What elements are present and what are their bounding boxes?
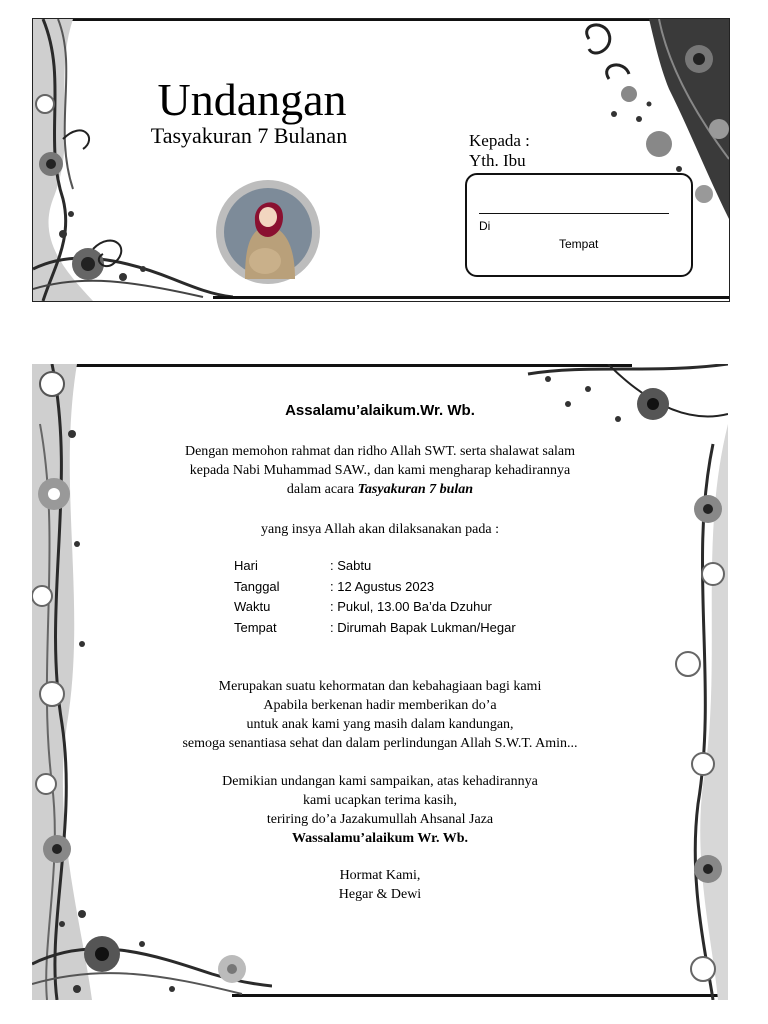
bottom-left-floral-ornament-icon	[32, 894, 272, 1000]
announce-line: yang insya Allah akan dilaksanakan pada :	[261, 522, 499, 537]
signature-block	[32, 866, 728, 904]
envelope-subtitle: Tasyakuran 7 Bulanan	[150, 123, 348, 148]
closing-salam: Wassalamu’alaikum Wr. Wb.	[291, 831, 469, 846]
detail-label: Hari	[234, 558, 258, 573]
letter-card	[32, 364, 728, 1000]
detail-value: : Dirumah Bapak Lukman/Hegar	[330, 619, 516, 635]
honor-line: Apabila berkenan hadir memberikan do’a	[263, 698, 497, 713]
detail-label: Waktu	[234, 599, 271, 614]
closing-line: Demikian undangan kami sampaikan, atas kehadirannya	[222, 774, 538, 789]
closing-paragraph	[32, 772, 728, 848]
envelope-card	[32, 18, 730, 302]
intro-line-3-prefix: dalam acara	[286, 482, 358, 497]
recipient-label	[469, 131, 530, 171]
recipient-prefix: Yth. Ibu	[469, 151, 526, 170]
detail-row-waktu	[234, 597, 516, 618]
intro-paragraph	[32, 442, 728, 499]
detail-row-tanggal	[234, 577, 516, 598]
recipient-name-line[interactable]	[479, 213, 669, 214]
detail-value: : Sabtu	[330, 558, 372, 573]
closing-line: teriring do’a Jazakumullah Ahsanal Jaza	[266, 812, 494, 827]
envelope-bottom-border	[213, 296, 729, 299]
detail-row-tempat	[234, 618, 516, 639]
intro-line-2: kepada Nabi Muhammad SAW., dan kami mengharap kehadirannya	[189, 463, 571, 478]
detail-value: : 12 Agustus 2023	[330, 578, 435, 594]
detail-label: Tempat	[234, 619, 277, 635]
honor-paragraph	[32, 677, 728, 753]
intro-line-3	[32, 480, 728, 499]
event-name: Tasyakuran 7 bulan	[357, 482, 474, 497]
honor-line: untuk anak kami yang masih dalam kandungan,	[246, 717, 514, 732]
event-details	[234, 556, 516, 638]
detail-label: Tanggal	[234, 578, 280, 594]
signoff: Hormat Kami,	[339, 868, 421, 883]
address-di-label: Di	[479, 219, 491, 233]
address-tempat-label: Tempat	[559, 237, 599, 251]
greeting: Assalamu’alaikum.Wr. Wb.	[285, 402, 475, 419]
left-floral-ornament-icon	[33, 19, 233, 301]
signatories: Hegar & Dewi	[338, 887, 422, 902]
honor-line: Merupakan suatu kehormatan dan kebahagiaan bagi kami	[218, 679, 542, 694]
honor-line: semoga senantiasa sehat dan dalam perlindungan Allah S.W.T. Amin...	[182, 736, 578, 751]
kepada-label: Kepada :	[469, 131, 530, 150]
closing-line: kami ucapkan terima kasih,	[303, 793, 457, 808]
detail-value: : Pukul, 13.00 Ba’da Dzuhur	[330, 599, 492, 614]
detail-row-hari	[234, 556, 516, 577]
pregnant-woman-hijab-icon	[215, 179, 321, 285]
intro-line-1: Dengan memohon rahmat dan ridho Allah SWT. serta shalawat salam	[184, 444, 576, 459]
address-box	[465, 173, 693, 277]
envelope-title: Undangan	[157, 74, 347, 125]
